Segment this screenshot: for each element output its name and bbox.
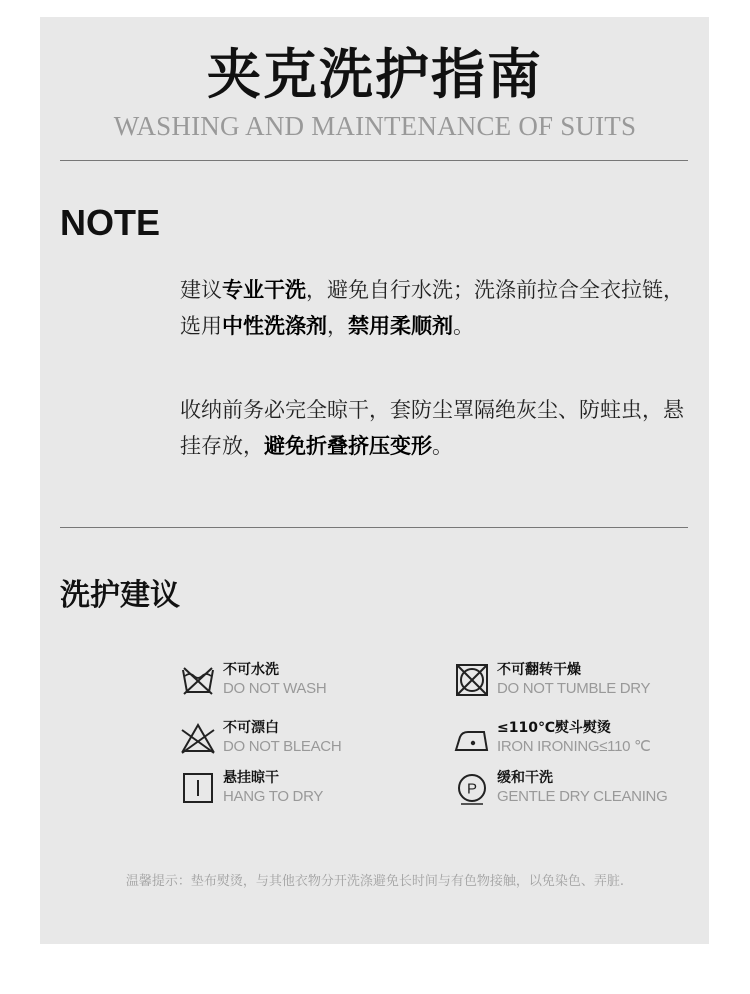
emphasis-text: 中性洗涤剂 xyxy=(222,314,327,338)
care-label-en: IRON IRONING≤110 ℃ xyxy=(497,738,651,755)
note-heading: NOTE xyxy=(60,202,161,243)
divider-middle xyxy=(60,527,688,528)
paragraph-text: 收纳前务必完全晾干，套防尘罩隔绝灰尘、防蛀虫，悬挂存放， xyxy=(180,398,684,458)
iron-low-icon xyxy=(454,720,490,756)
care-label-cn: 缓和干洗 xyxy=(497,770,553,786)
care-label-cn: 不可翻转干燥 xyxy=(497,662,581,678)
care-label-en: HANG TO DRY xyxy=(223,788,324,805)
paragraph-text: ，避免自行水洗；洗涤前拉合全衣拉链，选用 xyxy=(180,278,684,338)
paragraph-text: 。 xyxy=(453,314,474,338)
care-label-cn: 不可水洗 xyxy=(223,662,279,678)
care-label-en: DO NOT TUMBLE DRY xyxy=(497,680,651,697)
no-tumble-dry-icon xyxy=(454,662,490,698)
care-label-en: GENTLE DRY CLEANING xyxy=(497,788,668,805)
svg-text:P: P xyxy=(466,780,478,798)
paragraph-text: 建议 xyxy=(180,278,222,302)
care-label-cn: 悬挂晾干 xyxy=(223,770,279,786)
care-label-cn: 不可漂白 xyxy=(223,720,279,736)
hang-dry-icon xyxy=(180,770,216,806)
care-heading: 洗护建议 xyxy=(60,578,180,613)
dry-clean-p-icon xyxy=(454,770,490,806)
care-label-en: DO NOT WASH xyxy=(223,680,327,697)
paragraph-text: 。 xyxy=(432,434,453,458)
note-paragraph-2 xyxy=(180,392,700,464)
care-tip: 温馨提示：垫布熨烫，与其他衣物分开洗涤避免长时间与有色物接触，以免染色、弄脏. xyxy=(125,874,625,889)
emphasis-text: 避免折叠挤压变形 xyxy=(264,434,432,458)
no-bleach-icon xyxy=(180,720,216,756)
paragraph-text: ， xyxy=(327,314,348,338)
page-title: 夹克洗护指南 xyxy=(207,43,543,106)
page-subtitle: WASHING AND MAINTENANCE OF SUITS xyxy=(113,111,637,141)
note-paragraph-1 xyxy=(180,272,700,344)
care-label-en: DO NOT BLEACH xyxy=(223,738,342,755)
divider-top xyxy=(60,160,688,161)
emphasis-text: 专业干洗 xyxy=(222,278,306,302)
emphasis-text: 禁用柔顺剂 xyxy=(348,314,453,338)
no-wash-icon xyxy=(180,662,216,698)
care-label-cn: ≤110℃熨斗熨烫 xyxy=(497,720,611,736)
